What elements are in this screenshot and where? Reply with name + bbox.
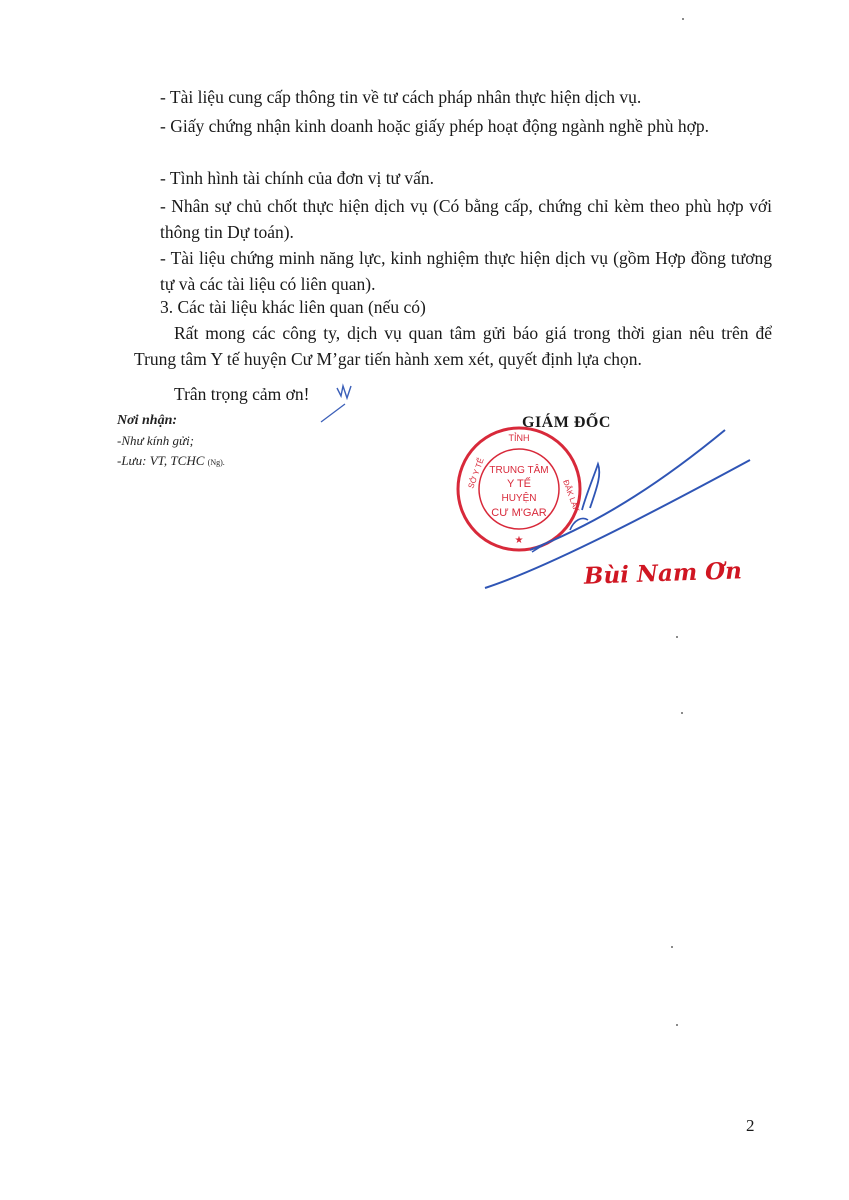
- recipient-item: -Như kính gửi;: [117, 433, 195, 448]
- requirement-key-personnel: - Nhân sự chủ chốt thực hiện dịch vụ (Có bằng cấp, chứng chỉ kèm theo phù hợp với thông tin Dự toán).: [160, 196, 772, 242]
- signer-name: Bùi Nam Ơn: [583, 557, 743, 590]
- svg-text:TỈNH: TỈNH: [508, 433, 530, 443]
- initials-signature: [315, 380, 363, 430]
- scan-speck: [676, 636, 678, 638]
- svg-text:HUYỆN: HUYỆN: [501, 493, 537, 504]
- scan-speck: [682, 18, 684, 20]
- svg-text:Y TẾ: Y TẾ: [506, 478, 532, 490]
- requirement-financial-status: - Tình hình tài chính của đơn vị tư vấn.: [160, 168, 435, 188]
- recipients-heading: Nơi nhận:: [117, 413, 178, 428]
- archive-suffix: (Ng).: [207, 458, 225, 467]
- requirement-experience: - Tài liệu chứng minh năng lực, kinh nghiệm thực hiện dịch vụ (gồm Hợp đồng tương tự và các tài liệu có liên quan).: [160, 248, 772, 294]
- svg-text:SỞ Y TẾ: SỞ Y TẾ: [466, 456, 486, 490]
- scan-speck: [681, 712, 683, 714]
- requirement-business-license: - Giấy chứng nhận kinh doanh hoặc giấy phép hoạt động ngành nghề phù hợp.: [160, 116, 709, 136]
- request-paragraph: Rất mong các công ty, dịch vụ quan tâm gửi báo giá trong thời gian nêu trên để Trung tâm Y tế huyện Cư M’gar tiến hành xem xét, quyết định lựa chọn.: [134, 323, 772, 369]
- svg-text:★: ★: [514, 535, 524, 546]
- director-title: GIÁM ĐỐC: [522, 414, 611, 431]
- scan-speck: [676, 1024, 678, 1026]
- recipients-block: [117, 411, 225, 473]
- svg-text:TRUNG TÂM: TRUNG TÂM: [489, 465, 549, 476]
- svg-text:ĐẮK LẮK: ĐẮK LẮK: [561, 478, 582, 514]
- scan-speck: [671, 946, 673, 948]
- svg-text:CƯ M'GAR: CƯ M'GAR: [491, 507, 547, 519]
- page-number: 2: [746, 1116, 755, 1135]
- other-documents-item: 3. Các tài liệu khác liên quan (nếu có): [160, 297, 426, 317]
- closing-thanks: Trân trọng cảm ơn!: [174, 384, 310, 404]
- requirement-legal-status: - Tài liệu cung cấp thông tin về tư cách pháp nhân thực hiện dịch vụ.: [160, 87, 642, 107]
- recipient-item: -Lưu: VT, TCHC (Ng).: [117, 453, 225, 468]
